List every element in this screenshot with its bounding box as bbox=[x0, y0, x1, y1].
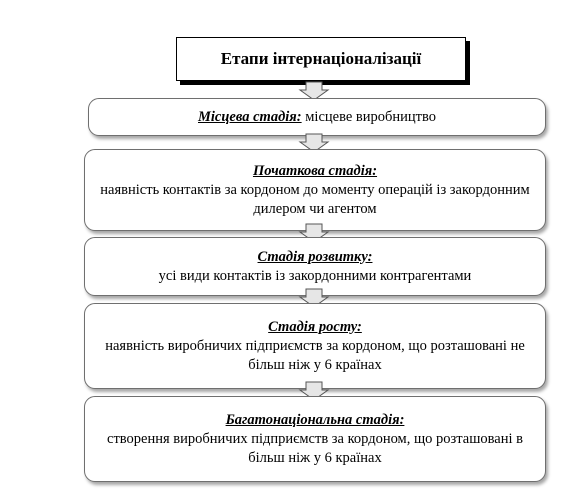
stage-local-row bbox=[198, 108, 436, 127]
stage-multinational-name: Багатонаціональна стадія: bbox=[225, 411, 405, 428]
diagram-title-text: Етапи інтернаціоналізації bbox=[220, 49, 422, 68]
stage-local-description: місцеве виробництво bbox=[301, 108, 436, 125]
stage-growth-name: Стадія росту: bbox=[268, 318, 362, 335]
stage-initial-description: наявність контактів за кордоном до моменту операцій із закордонним дилером чи агентом bbox=[100, 181, 530, 217]
stage-development-name: Стадія розвитку: bbox=[257, 248, 373, 265]
stage-initial-name: Початкова стадія: bbox=[252, 162, 378, 179]
stage-local-name: Місцева стадія: bbox=[198, 108, 302, 125]
stage-initial bbox=[84, 149, 546, 231]
stage-multinational-description: створення виробничих підприємств за кордоном, що розташовані в більш ніж у 6 країнах bbox=[107, 430, 523, 466]
stage-development-description: усі види контактів із закордонними контрагентами bbox=[158, 267, 472, 284]
stage-local bbox=[88, 98, 546, 136]
stage-growth bbox=[84, 303, 546, 389]
stage-multinational bbox=[84, 396, 546, 482]
stage-growth-description: наявність виробничих підприємств за кордоном, що розташовані не більш ніж у 6 країнах bbox=[105, 337, 525, 373]
diagram-title bbox=[176, 37, 466, 81]
